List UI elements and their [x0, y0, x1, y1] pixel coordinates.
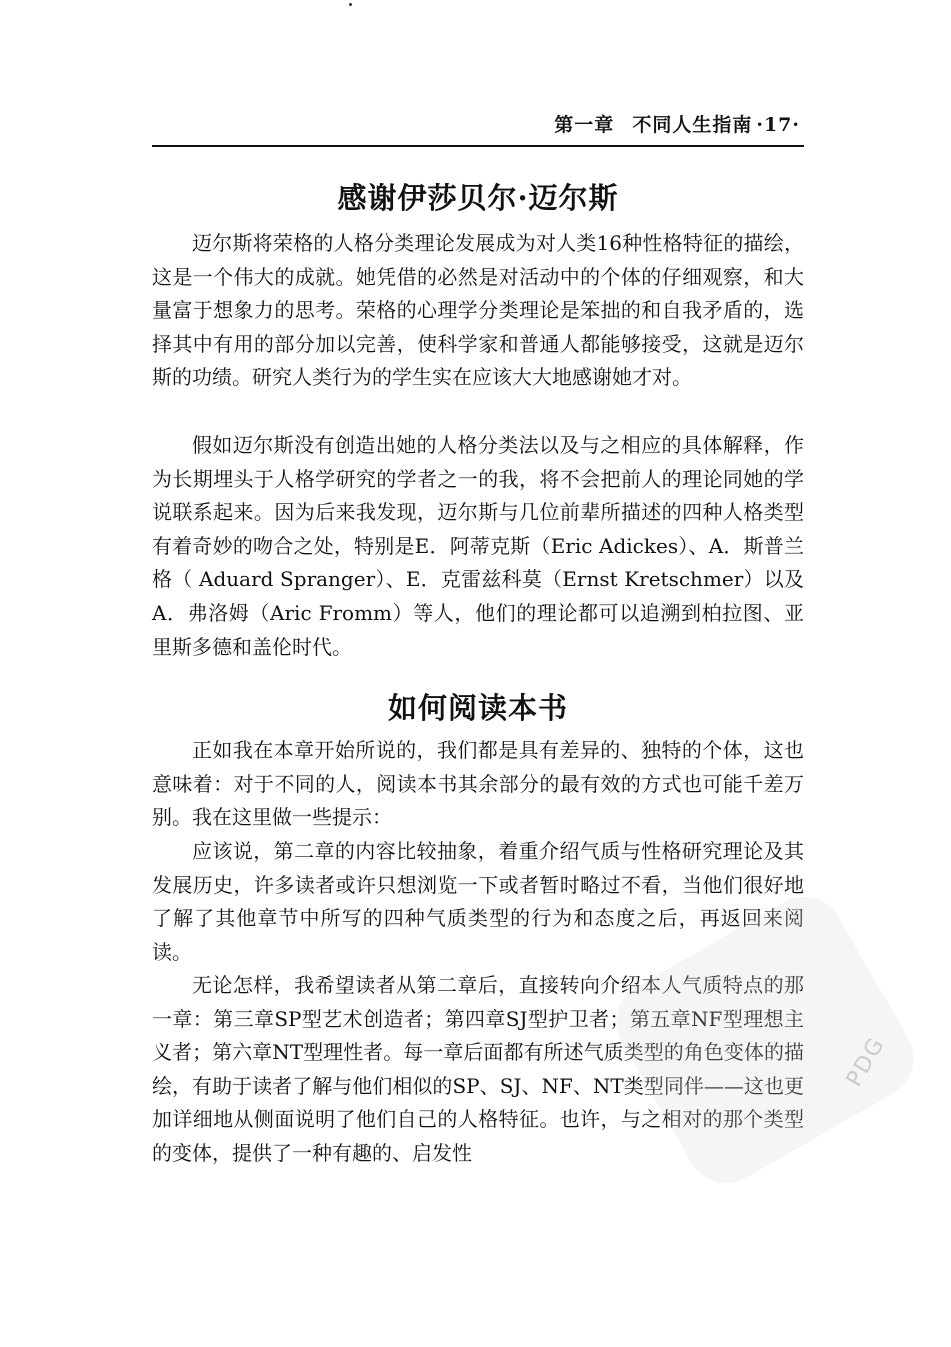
paragraph: 假如迈尔斯没有创造出她的人格分类法以及与之相应的具体解释，作为长期埋头于人格学研究的学者之一的我，将不会把前人的理论同她的学说联系起来。因为后来我发现，迈尔斯与几位前辈所描述的四种人格类型有着奇妙的吻合之处，特别是E．阿蒂克斯（Eric Adickes）、A．斯普兰格（ Aduard Spranger）、E．克雷兹科莫（Ernst Kretschmer）以及A．弗洛姆（Aric Fromm）等人，他们的理论都可以追溯到柏拉图、亚里斯多德和盖伦时代。 [152, 433, 804, 659]
header-page-number: ·17· [756, 114, 800, 136]
paragraph: 无论怎样，我希望读者从第二章后，直接转向介绍本人气质特点的那一章：第三章SP型艺术创造者；第四章SJ型护卫者；第五章NF型理想主义者；第六章NT型理性者。每一章后面都有所述气质类型的角色变体的描绘，有助于读者了解与他们相似的SP、SJ、NF、NT类型同伴——这也更加详细地从侧面说明了他们自己的人格特征。也许，与之相对的那个类型的变体，提供了一种有趣的、启发性 [152, 973, 804, 1165]
paragraph: 正如我在本章开始所说的，我们都是具有差异的、独特的个体，这也意味着：对于不同的人，阅读本书其余部分的最有效的方式也可能千差万别。我在这里做一些提示： [152, 738, 804, 830]
paragraph: 迈尔斯将荣格的人格分类理论发展成为对人类16种性格特征的描绘，这是一个伟大的成就。她凭借的必然是对活动中的个体的仔细观察，和大量富于想象力的思考。荣格的心理学分类理论是笨拙的和自我矛盾的，选择其中有用的部分加以完善，使科学家和普通人都能够接受，这就是迈尔斯的功绩。研究人类行为的学生实在应该大大地感谢她才对。 [152, 231, 804, 390]
paragraph: 应该说，第二章的内容比较抽象，着重介绍气质与性格研究理论及其发展历史，许多读者或许只想浏览一下或者暂时略过不看，当他们很好地了解了其他章节中所写的四种气质类型的行为和态度之后，再返回来阅读。 [152, 839, 804, 964]
header-rule [152, 145, 804, 147]
running-header [152, 110, 804, 140]
header-chapter: 第一章 [554, 114, 615, 136]
section-title-how-to-read: 如何阅读本书 [387, 691, 568, 725]
watermark-label: PDG [841, 1032, 891, 1092]
section-title-thanks: 感谢伊莎贝尔·迈尔斯 [337, 181, 619, 215]
header-chapter-title: 不同人生指南 [632, 114, 753, 136]
scan-speck [349, 3, 352, 6]
